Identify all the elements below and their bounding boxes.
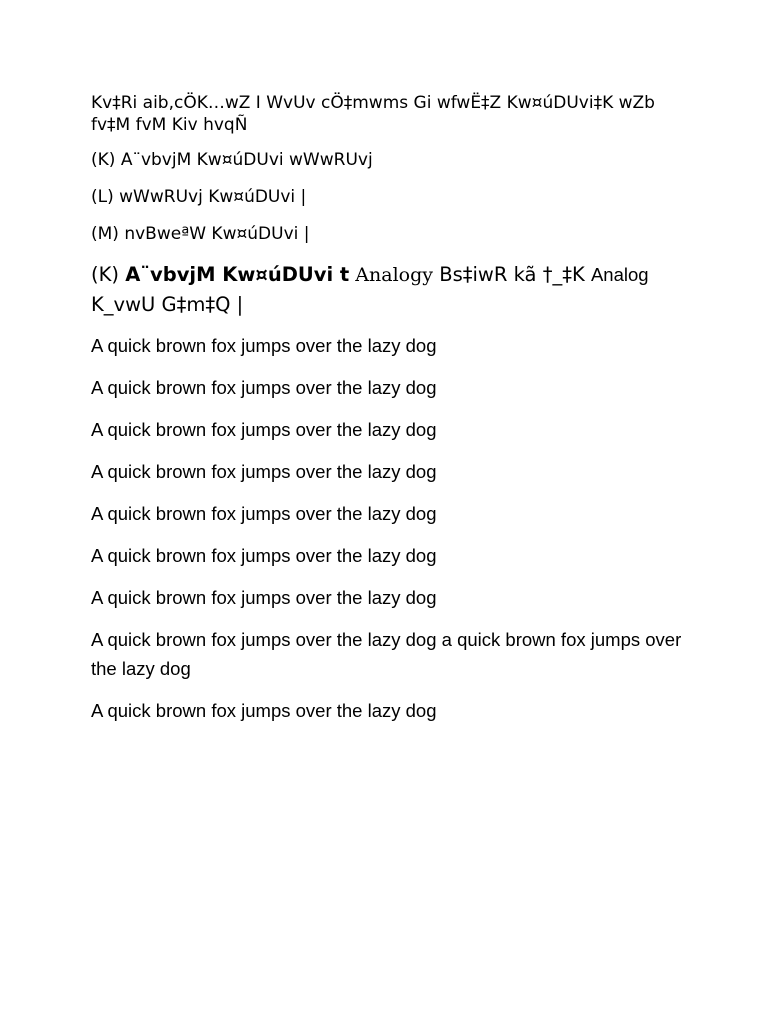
definition-english-word: Analogy xyxy=(349,264,433,286)
definition-prefix: (K) xyxy=(91,263,126,286)
sample-line: A quick brown fox jumps over the lazy dog xyxy=(91,587,437,608)
sample-line: A quick brown fox jumps over the lazy dog xyxy=(91,377,437,398)
definition-middle: Bs‡iwR kã †_‡K xyxy=(433,263,591,286)
document-body xyxy=(91,92,691,738)
definition-paragraph xyxy=(91,260,691,319)
option-hybrid: (M) nvBweªW Kw¤úDUvi | xyxy=(91,224,310,244)
definition-english-word-2: Analog xyxy=(590,264,649,285)
sample-line: A quick brown fox jumps over the lazy dog xyxy=(91,335,437,356)
option-analog-digital: (K) A¨vbvjM Kw¤úDUvi wWwRUvj xyxy=(91,150,373,170)
definition-tail: K_vwU G‡m‡Q | xyxy=(91,293,244,316)
option-digital: (L) wWwRUvj Kw¤úDUvi | xyxy=(91,187,307,207)
definition-term: A¨vbvjM Kw¤úDUvi t xyxy=(125,263,350,286)
sample-line: A quick brown fox jumps over the lazy dog xyxy=(91,700,437,721)
sample-line: A quick brown fox jumps over the lazy dog xyxy=(91,503,437,524)
intro-paragraph: Kv‡Ri aib,cÖK…wZ I WvUv cÖ‡mwms Gi wfwË‡Z Kw¤úDUvi‡K wZb fv‡M fvM Kiv hvqÑ xyxy=(91,93,655,135)
sample-line: A quick brown fox jumps over the lazy dog xyxy=(91,545,437,566)
sample-line: A quick brown fox jumps over the lazy dog xyxy=(91,419,437,440)
sample-line: A quick brown fox jumps over the lazy dog xyxy=(91,461,437,482)
sample-line-long: A quick brown fox jumps over the lazy dog a quick brown fox jumps over the lazy dog xyxy=(91,629,682,679)
